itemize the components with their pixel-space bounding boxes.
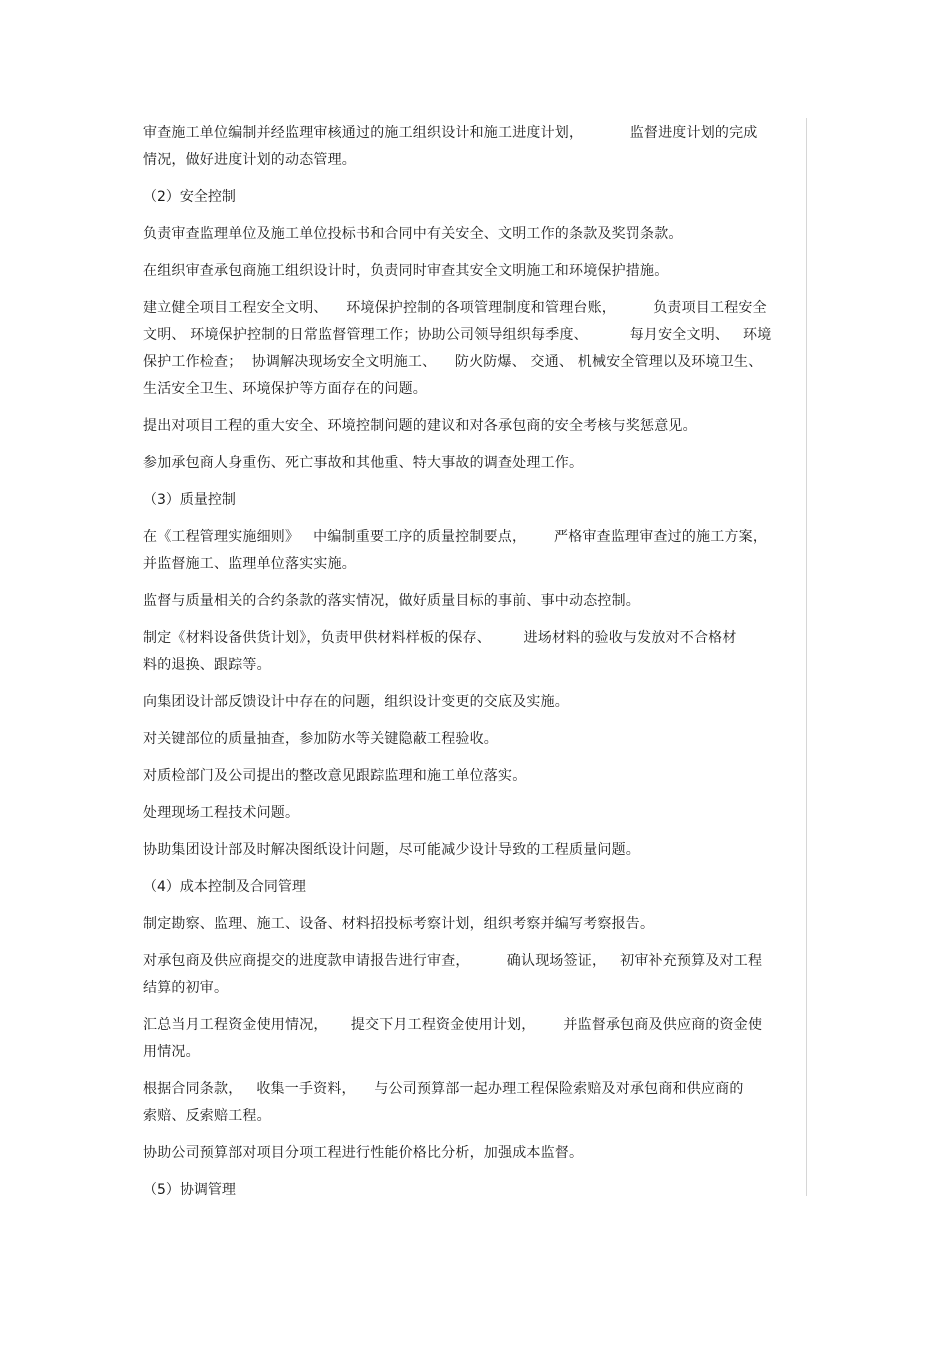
body-paragraph [143, 800, 808, 827]
text-line: 监督与质量相关的合约条款的落实情况，做好质量目标的事前、事中动态控制。 [143, 593, 640, 609]
body-paragraph [143, 450, 808, 477]
body-paragraph [143, 120, 808, 174]
body-paragraph [143, 911, 808, 938]
text-line: 情况，做好进度计划的动态管理。 [143, 152, 356, 168]
text-line: （2）安全控制 [143, 189, 236, 205]
section-heading [143, 487, 808, 514]
text-line: 在组织审查承包商施工组织设计时，负责同时审查其安全文明施工和环境保护措施。 [143, 263, 669, 279]
body-paragraph [143, 763, 808, 790]
text-line: 对质检部门及公司提出的整改意见跟踪监理和施工单位落实。 [143, 768, 527, 784]
text-line: 结算的初审。 [143, 980, 229, 996]
body-paragraph [143, 726, 808, 753]
text-line: 协助公司预算部对项目分项工程进行性能价格比分析，加强成本监督。 [143, 1145, 584, 1161]
text-line: 在《工程管理实施细则》 中编制重要工序的质量控制要点， 严格审查监理审查过的施工方案， [143, 529, 768, 545]
text-line: 处理现场工程技术问题。 [143, 805, 300, 821]
body-paragraph [143, 1012, 808, 1066]
text-line: 向集团设计部反馈设计中存在的问题，组织设计变更的交底及实施。 [143, 694, 569, 710]
body-paragraph [143, 625, 808, 679]
text-line: 负责审查监理单位及施工单位投标书和合同中有关安全、文明工作的条款及奖罚条款。 [143, 226, 683, 242]
body-paragraph [143, 948, 808, 1002]
text-line: 审查施工单位编制并经监理审核通过的施工组织设计和施工进度计划， 监督进度计划的完成 [143, 125, 758, 141]
text-line: 建立健全项目工程安全文明、 环境保护控制的各项管理制度和管理台账， 负责项目工程安全 [143, 300, 767, 316]
text-line: 汇总当月工程资金使用情况， 提交下月工程资金使用计划， 并监督承包商及供应商的资金使 [143, 1017, 763, 1033]
document-body [143, 120, 808, 1214]
body-paragraph [143, 837, 808, 864]
text-line: 参加承包商人身重伤、死亡事故和其他重、特大事故的调查处理工作。 [143, 455, 584, 471]
text-line: 对关键部位的质量抽查，参加防水等关键隐蔽工程验收。 [143, 731, 498, 747]
body-paragraph [143, 524, 808, 578]
text-line: 制定《材料设备供货计划》，负责甲供材料样板的保存、 进场材料的验收与发放对不合格材 [143, 630, 737, 646]
text-line: 用情况。 [143, 1044, 200, 1060]
section-heading [143, 184, 808, 211]
section-heading [143, 874, 808, 901]
text-line: 保护工作检查； 协调解决现场安全文明施工、 防火防爆、 交通、 机械安全管理以及环境卫生、 [143, 354, 763, 370]
text-line: （4）成本控制及合同管理 [143, 879, 306, 895]
text-line: 对承包商及供应商提交的进度款申请报告进行审查， 确认现场签证， 初审补充预算及对工程 [143, 953, 763, 969]
text-line: 并监督施工、监理单位落实实施。 [143, 556, 356, 572]
body-paragraph [143, 295, 808, 403]
text-line: （3）质量控制 [143, 492, 236, 508]
text-line: 料的退换、跟踪等。 [143, 657, 271, 673]
text-line: 根据合同条款， 收集一手资料， 与公司预算部一起办理工程保险索赔及对承包商和供应商的 [143, 1081, 744, 1097]
body-paragraph [143, 1076, 808, 1130]
text-line: （5）协调管理 [143, 1182, 236, 1198]
text-line: 生活安全卫生、环境保护等方面存在的问题。 [143, 381, 427, 397]
text-line: 制定勘察、监理、施工、设备、材料招投标考察计划，组织考察并编写考察报告。 [143, 916, 655, 932]
body-paragraph [143, 1140, 808, 1167]
text-line: 提出对项目工程的重大安全、环境控制问题的建议和对各承包商的安全考核与奖惩意见。 [143, 418, 697, 434]
body-paragraph [143, 258, 808, 285]
body-paragraph [143, 689, 808, 716]
text-line: 协助集团设计部及时解决图纸设计问题，尽可能减少设计导致的工程质量问题。 [143, 842, 640, 858]
text-line: 索赔、反索赔工程。 [143, 1108, 271, 1124]
body-paragraph [143, 588, 808, 615]
section-heading [143, 1177, 808, 1204]
body-paragraph [143, 413, 808, 440]
body-paragraph [143, 221, 808, 248]
text-line: 文明、 环境保护控制的日常监督管理工作；协助公司领导组织每季度、 每月安全文明、 环境 [143, 327, 772, 343]
